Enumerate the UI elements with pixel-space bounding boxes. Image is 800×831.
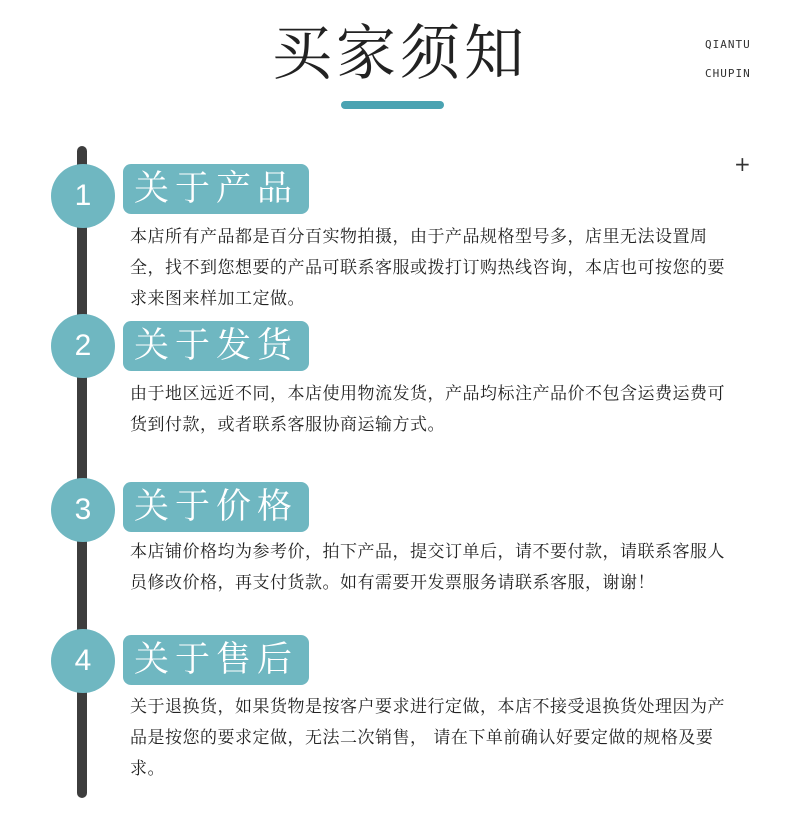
section-4-number-badge: 4 [51, 629, 115, 693]
section-1-number-badge: 1 [51, 164, 115, 228]
section-3-heading: 关于价格 [123, 482, 309, 532]
section-4-text: 关于退换货，如果货物是按客户要求进行定做，本店不接受退换货处理因为产品是按您的要求定做，无法二次销售， 请在下单前确认好要定做的规格及要求。 [130, 697, 725, 779]
section-2-number-badge: 2 [51, 314, 115, 378]
section-3-number-badge: 3 [51, 478, 115, 542]
brand-text-line1: QIANTU [705, 38, 751, 51]
timeline-line [77, 146, 87, 798]
page-title: 买家须知 [272, 19, 528, 89]
brand-text-line2: CHUPIN [705, 67, 751, 80]
section-1-text: 本店所有产品都是百分百实物拍摄，由于产品规格型号多，店里无法设置周全，找不到您想要的产品可联系客服或拨打订购热线咨询，本店也可按您的要求来图来样加工定做。 [130, 227, 725, 309]
plus-icon: + [734, 152, 751, 176]
section-4-heading: 关于售后 [123, 635, 309, 685]
section-2-heading: 关于发货 [123, 321, 309, 371]
section-2-text: 由于地区远近不同，本店使用物流发货，产品均标注产品价不包含运费运费可货到付款，或者联系客服协商运输方式。 [130, 384, 725, 435]
title-underline [341, 101, 444, 109]
section-3-text: 本店铺价格均为参考价，拍下产品，提交订单后，请不要付款，请联系客服人员修改价格，再支付货款。如有需要开发票服务请联系客服，谢谢！ [130, 542, 725, 593]
section-1-heading: 关于产品 [123, 164, 309, 214]
